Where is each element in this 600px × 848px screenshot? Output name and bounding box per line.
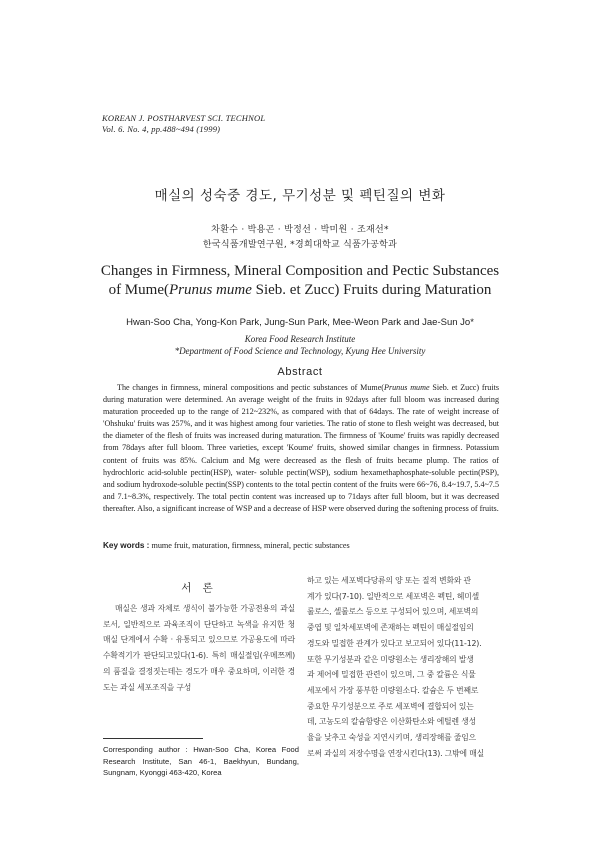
footnote-divider	[103, 738, 203, 739]
left-column-text: 매실은 생과 자체로 생식이 불가능한 가공전용의 과실로서, 일반적으로 과육조직이 단단하고 녹색을 유지한 청매실 단계에서 수확 · 유통되고 있으므로 가공용도에 따라 수확적기가 판단되고있다(1-6). 특히 매실절임(우메쯔께)의 품질을 결정짓는데는 경도가 매우 중요하며, 이러한 경도는 과실 세포조직을 구성	[103, 604, 295, 692]
right-column-line: 율을 낮추고 숙성을 지연시키며, 생리장해를 줄임으	[307, 733, 476, 743]
korean-affiliation: 한국식품개발연구원, *경희대학교 식품가공학과	[202, 240, 398, 250]
keywords-label: Key words :	[103, 541, 150, 550]
right-column-line: 경도와 밀접한 관계가 있다고 보고되어 있다(11-12).	[307, 638, 482, 648]
korean-authors: 차환수 · 박용곤 · 박정선 · 박미원 · 조재선*	[211, 225, 389, 235]
english-title	[60, 262, 540, 300]
english-title-line1: Changes in Firmness, Mineral Composition and Pectic Substances	[100, 263, 500, 279]
abstract-species: Prunus mume	[384, 383, 430, 392]
right-column-line: 계가 있다(7-10). 일반적으로 세포벽은 펙틴, 헤미셀	[307, 591, 480, 601]
right-column-line: 룰로스, 셀룰로스 등으로 구성되어 있으며, 세포벽의	[307, 607, 479, 617]
english-title-species: Prunus mume	[168, 282, 252, 298]
right-column-line: 데, 고농도의 칼슘함량은 이산화탄소와 에틸렌 생성	[307, 717, 476, 727]
journal-header	[102, 113, 265, 135]
journal-volume: Vol. 6. No. 4, pp.488~494 (1999)	[102, 124, 221, 134]
english-title-line2	[60, 281, 540, 300]
english-title-line2-pre: of Mume(	[108, 282, 169, 298]
right-column-line: 세포에서 가장 풍부한 미량원소다. 칼슘은 두 번째로	[307, 685, 479, 695]
right-column-text	[307, 573, 499, 761]
right-column-line: 또한 무기성분과 같은 미량원소는 생리장해의 발생	[307, 654, 474, 664]
korean-title: 매실의 성숙중 경도, 무기성분 및 펙틴질의 변화	[154, 188, 446, 204]
keywords	[103, 541, 503, 550]
section-heading-introduction: 서 론	[181, 582, 217, 594]
right-column-line: 중엽 및 일차세포벽에 존재하는 펙틴이 매실절임의	[307, 623, 474, 633]
english-authors: Hwan-Soo Cha, Yong-Kon Park, Jung-Sun Park, Mee-Weon Park and Jae-Sun Jo*	[126, 317, 474, 328]
right-column-line: 중요한 무기성분으로 주로 세포벽에 결합되어 있는	[307, 701, 474, 711]
right-column-line: 과 제어에 밀접한 관련이 있으며, 그 중 칼륨은 식물	[307, 670, 476, 680]
abstract-body	[103, 382, 499, 515]
english-title-line2-post: Sieb. et Zucc) Fruits during Maturation	[251, 282, 492, 298]
abstract-text-post: Sieb. et Zucc) fruits during maturation were determined. An average weight of the fruits in 92days after full bloom was increased during maturation proceeded up to the range of 212~232%, as compared with that of 64days. The rate of weight increase of 'Ohshuku' fruits was 257%, and it was highest among four varieties. The ratio of stone to flesh weight was decreased, but the diameter of the flesh of fruits was increased during maturation. The firmness of 'Koume' fruits was rapidly decreased from 78days after full bloom. Three varieties, except 'Koume' fruits, showed similar changes in firmness. Potassium content of fruits was 85%. Calcium and Mg were decreased as the flesh of fruits became plump. The ratios of hydrochloric acid-soluble pectin(HSP), water- soluble pectin(WSP), sodium hexamethaphosphate-soluble pectin(PSP), and sodium hydroxode-soluble pectin(SSP) contents to the total pectin content of the fruits were 66~76, 8.4~19.7, 5.4~7.5 and 7.1~8.3%, respectively. The total pectin content was increased up to 71days after full bloom, but it was decreased thereafter. Also, a significant increase of WSP and a decrease of HSP were observed during the softening process of fruits.	[103, 383, 499, 513]
abstract-text-pre: The changes in firmness, mineral compositions and pectic substances of Mume(	[117, 383, 385, 392]
right-column-line: 하고 있는 세포벽다당류의 양 또는 질적 변화와 관	[307, 576, 471, 585]
keywords-text: mume fruit, maturation, firmness, mineral, pectic substances	[149, 541, 350, 550]
journal-name: KOREAN J. POSTHARVEST SCI. TECHNOL	[102, 113, 266, 123]
english-affiliation-2: *Department of Food Science and Technology, Kyung Hee University	[174, 346, 426, 356]
abstract-heading: Abstract	[277, 366, 323, 378]
english-affiliation-1: Korea Food Research Institute	[244, 334, 356, 344]
corresponding-author-footnote: Corresponding author : Hwan-Soo Cha, Korea Food Research Institute, San 46-1, Baekhyun, Bundang, Sungnam, Kyonggi 463-420, Korea	[103, 745, 299, 778]
right-column-line: 로써 과실의 저장수명을 연장시킨다(13). 그밖에 매실	[307, 748, 485, 758]
